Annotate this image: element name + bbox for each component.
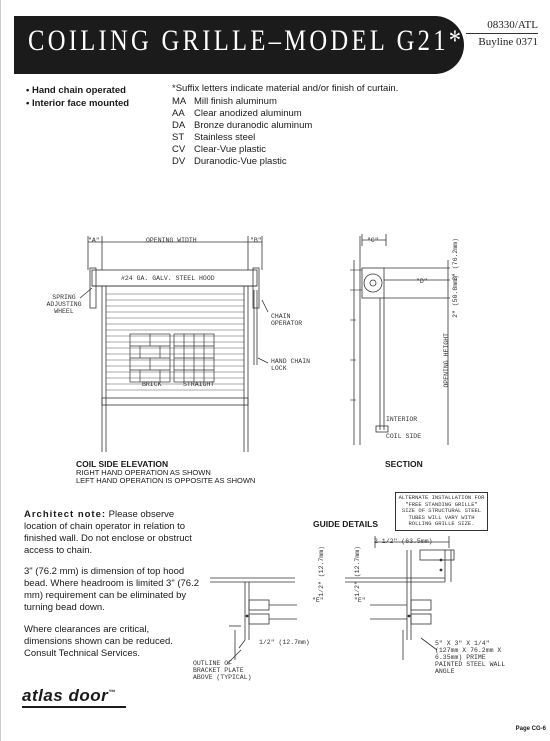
elevation-caption-line1: RIGHT HAND OPERATION AS SHOWN (76, 468, 211, 477)
material-code: MA (172, 96, 187, 107)
hood-label: #24 GA. GALV. STEEL HOOD (121, 275, 215, 282)
dim-c: "C" (367, 237, 379, 244)
dim-e-left: "E" (312, 597, 324, 604)
clearance-note: Where clearances are critical, dimensions shown can be reduced. Consult Technical Services. (24, 624, 173, 659)
logo-underline (22, 706, 126, 708)
bracket-outline-label: OUTLINE OF BRACKET PLATE ABOVE (TYPICAL) (193, 660, 252, 681)
spring-wheel-label: SPRING ADJUSTING WHEEL (46, 294, 82, 315)
hood-bead-note: 3" (76.2 mm) is dimension of top hood bead. Where headroom is limited 3" (76.2 mm) requirement can be eliminated by turning bead down. (24, 566, 199, 613)
coil-side-label: COIL SIDE (386, 433, 422, 440)
dim-b: "B" (250, 237, 262, 244)
steel-angle-label: 5" X 3" X 1/4" (127mm X 76.2mm X 6.35mm) PRIME PAINTED STEEL WALL ANGLE (435, 640, 506, 675)
section-caption: SECTION (385, 459, 423, 469)
straight-label: STRAIGHT (183, 381, 215, 388)
material-code: AA (172, 108, 185, 119)
suffix-note: *Suffix letters indicate material and/or finish of curtain. (172, 83, 399, 94)
material-desc: Clear-Vue plastic (194, 144, 266, 155)
chain-operator-label: CHAIN OPERATOR (271, 313, 303, 327)
dim-a: "A" (88, 237, 100, 244)
atlas-door-logo (22, 686, 116, 706)
material-code: ST (172, 132, 185, 143)
spec-code: 08330/ATL (487, 19, 538, 31)
page-title: COILING GRILLE–MODEL G21* (28, 24, 465, 57)
brick-label: BRICK (142, 381, 162, 388)
material-code: DV (172, 156, 186, 167)
material-code: DA (172, 120, 186, 131)
opening-height-label: OPENING HEIGHT (443, 333, 450, 388)
dim-e-right: "E" (354, 597, 366, 604)
interior-label: INTERIOR (386, 416, 418, 423)
dim-half-in-left: 1/2" (12.7mm) (318, 546, 325, 597)
alternate-install-box: ALTERNATE INSTALLATION FOR "FREE STANDING GRILLE" SIZE OF STRUCTURAL STEEL TUBES WILL VARY WITH ROLLING GRILLE SIZE. (395, 492, 488, 531)
hand-chain-lock-label: HAND CHAIN LOCK (271, 358, 311, 372)
elevation-caption-line2: LEFT HAND OPERATION IS OPPOSITE AS SHOWN (76, 476, 256, 485)
page-edge-line (0, 0, 1, 741)
page-number: Page CG-6 (515, 726, 546, 732)
material-desc: Stainless steel (194, 132, 256, 143)
architect-note-label: Architect note: (24, 509, 107, 520)
feature-hand-chain: • Hand chain operated (26, 85, 126, 96)
elevation-caption: COIL SIDE ELEVATION (76, 459, 169, 469)
material-desc: Duranodic-Vue plastic (194, 156, 287, 167)
logo-text: atlas door (22, 686, 109, 705)
dim-2-5in: 2 1/2" (63.5mm) (374, 538, 433, 545)
dim-opening-width: OPENING WIDTH (146, 237, 197, 244)
feature-interior-mount: • Interior face mounted (26, 98, 130, 109)
architect-note-text: Please observe location of chain operator in relation to finished wall. Do not enclose or obstruct access to chain. (24, 509, 192, 556)
material-desc: Clear anodized aluminum (194, 108, 302, 119)
buyline-code: Buyline 0371 (478, 36, 538, 48)
material-code: CV (172, 144, 186, 155)
material-desc: Bronze duranodic aluminum (194, 120, 313, 131)
guide-details-title: GUIDE DETAILS (313, 519, 379, 529)
architect-note (24, 509, 199, 557)
code-divider (466, 33, 538, 34)
dim-half-in-bottom: 1/2" (12.7mm) (259, 639, 310, 646)
trademark-mark: ™ (108, 689, 116, 697)
dim-half-in-right: 1/2" (12.7mm) (354, 546, 361, 597)
material-desc: Mill finish aluminum (194, 96, 277, 107)
dim-d: "D" (416, 278, 428, 285)
coil-side-elevation-drawing (40, 230, 285, 455)
dim-2in: 2" (50.8mm) (452, 275, 459, 318)
dim-3in: 3" (76.2mm) (452, 238, 459, 281)
